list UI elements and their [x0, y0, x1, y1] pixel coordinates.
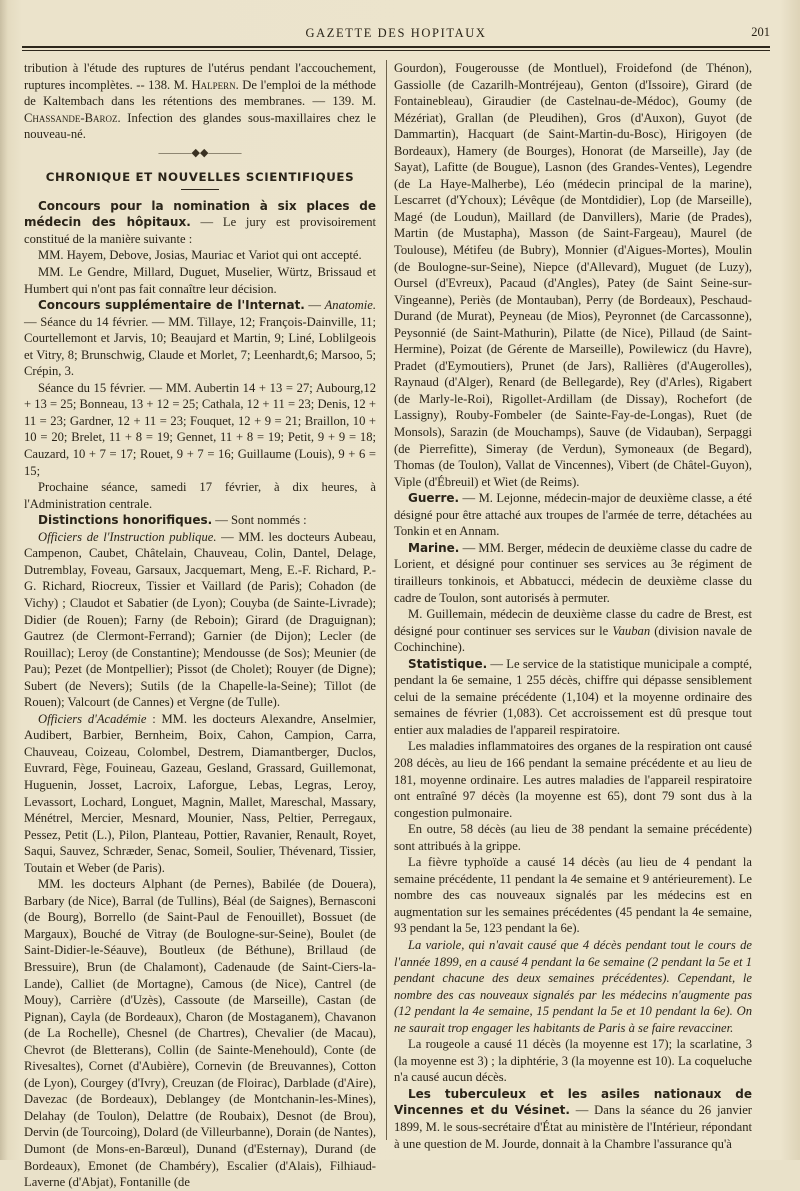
header-rule-thin — [22, 50, 770, 51]
paragraph-seance-15: Séance du 15 février. — MM. Aubertin 14 + 13 = 27; Aubourg,12 + 13 = 25; Bonneau, 13 + 12 = 25; Cathala, 12 + 11 = 23; Denis, 12 + 11 = 23; Gardner, 12 + 11 = 23; Fouquet, 12 + 9 = 21; Braillon, 10 + 10 = 20; Brelet, 11 + 8 = 19; Gennet, 11 + 8 = 19; Petit, 9 + 9 = 18; Cauzard, 10 + 7 = 17; Rouet, 9 + 7 = 16; Guillaume (Louis), 9 + 6 = 15; — [24, 380, 376, 478]
paragraph-variole: La variole, qui n'avait causé que 4 décès pendant tout le cours de l'année 1899, en a causé 4 pendant la 6e semaine (2 pendant la 5e et 1 pendant chacune des deux semaines précédentes). Cependant, le nombre des cas nouveaux signalés par les médecins n'augmente pas (12 pendant la 4e semaine, 15 pendant la 5e et 10 pendant la 6e). On ne saurait trop engager les habitants de Paris à se faire revacciner. — [394, 937, 752, 1035]
journal-title: GAZETTE DES HOPITAUX — [305, 26, 487, 40]
left-column — [24, 60, 376, 1190]
paragraph-marine: Marine. — MM. Berger, médecin de deuxième classe du cadre de Lorient, et désigné pour continuer ses services au 3e régiment de tirailleurs tonkinois, et Abbatucci, médecin de deuxième classe du cadre de Toulon, sont autorisés à permuter. — [394, 540, 752, 605]
intro-paragraph: tribution à l'étude des ruptures de l'utérus pendant l'accouchement, ruptures incomplètes. -- 138. M. Halpern. De l'emploi de la méthode de Kaltembach dans les rétentions des membranes. — 139. M. Chassande-Baroz. Infection des glandes sous-maxillaires chez le nouveau-né. — [24, 61, 376, 142]
paragraph-tuberculeux: Les tuberculeux et les asiles nationaux de Vincennes et du Vésinet. — Dans la séance du 26 janvier 1899, M. le sous-secrétaire d'État au ministère de l'Intérieur, répondant à une question de M. Jourde, donnait à la Chambre l'assurance qu'à — [394, 1086, 752, 1151]
title-rule — [181, 189, 219, 190]
ornament-divider: ———◆◆——— — [158, 146, 242, 159]
paragraph-statistique: Statistique. — Le service de la statistique municipale a compté, pendant la 6e semaine, 1 255 décès, chiffre qui dépasse sensiblement celui de la semaine précédente (1,104) et la moyenne ordinaire des semaines de février (1,083). Cet accroissement est dû presque tout entier aux maladies de l'appareil respiratoire. — [394, 656, 752, 737]
page-number: 201 — [751, 25, 770, 39]
paragraph-guillemain: M. Guillemain, médecin de deuxième classe du cadre de Brest, est désigné pour continuer ses services sur le Vauban (division navale de Cochinchine). — [394, 607, 752, 655]
paragraph-docteurs-continued: Gourdon), Fougerousse (de Montluel), Froidefond (de Thénon), Gassiolle (de Cazarilh-Montréjeau), Genton (d'Issoire), Girard (de Fontainebleau), Giraudier (de Castelnau-de-Médoc), Goumy (de Mézériat), Grallan (de Pleudihen), Gros (d'Auxon), Guyot (de Dammartin), Hacquart (de Saint-Martin-du-Bosc), Hirigoyen (de Bordeaux), Hamery (de Bourges), Honorat (de Marseille), Jay (de Sayat), Lafitte (de Bougue), Lasnon (des Grandes-Ventes), Legendre (de La Haye-Malherbe), Léo (médecin principal de la marine), Lescarret (d'Ychoux); Lévêque (de Montdidier), Lop (de Marseille), Magé (de Loudun), Maillard (de Danvillers), Marie (de Prades), Martin (de Mustapha), Masson (de Saint-Fargeau), Maurel (de Toulouse), Métifeu (de Bubry), Monnier (d'Aigues-Mortes), Moulin (de Boulogne-sur-Seine), Niepce (d'Allevard), Muguet (de Luzy), Oursel (d'Evreux), Pacaud (d'Angles), Patey (de Saint Seine-sur-Vingeanne), Periès (de Montauban), Perry (de Bordeaux), Peschaud-Durand (de Murat), Peyneau (de Mios), Peyronnet (de Carcassonne), Peysonnié (de Saint-Mathurin), Pilatte (de Nice), Pillaud (de Saint-Hermine), Poizat (de Gérente de Marseille), Powilewicz (du Havre), Pradet (d'Eymoutiers), Prunet (de Jars), Rallières (d'Augerolles), Raynaud (d'Alger), Renard (de Bellegarde), Rey (d'Arles), Rigabert (de Marly-le-Roi), Rigollet-Ardillam (de Dissay), Rochefort (de Lassigny), Rouby-Fombeler (de Sainte-Fay-de-Longas), Ruet (de Monsols), Sarazin (de Mouchamps), Sauve (de Vidauban), Serpaggi (de Pierrefitte), Simeray (de Verdun), Symoneaux (de Begard), Thomas (de Toulon), Vallat de Vincennes), Vibert (de Châtel-Guyon), Viple (d'Ébreuil) et Wiet (de Reims). — [394, 61, 752, 489]
paragraph-fievre-typhoide: La fièvre typhoïde a causé 14 décès (au lieu de 4 pendant la semaine précédente, 11 pendant la 4e semaine et 9 antérieurement). Le nombre des cas nouveaux signalés par les médecins est en augmentation sur les semaines précédentes (45 pendant la 4e semaine, 93 pendant la 5e, 123 pendant la 6e). — [394, 855, 752, 936]
paragraph-rougeole: La rougeole a causé 11 décès (la moyenne est 17); la scarlatine, 3 (la moyenne est 3) ; la diphtérie, 3 (la moyenne est 10). La coqueluche n'a causé aucun décès. — [394, 1037, 752, 1085]
column-divider — [386, 60, 387, 1140]
right-column — [394, 60, 752, 1151]
paragraph-internat: Concours supplémentaire de l'Internat. — Anatomie. — Séance du 14 février. — MM. Tillaye, 12; François-Dainville, 11; Courtellemont et Jarvis, 10; Beaujard et Martin, 9; Liné, Loblilgeois et Vitry, 8; Brunschwig, Claude et Morlet, 7; Leenhardt,6; Marsoo, 5; Crépin, 3. — [24, 298, 376, 379]
paragraph-maladies-respiratoires: Les maladies inflammatoires des organes de la respiration ont causé 208 décès, au lieu de 166 pendant la semaine précédente et au lieu de 181, moyenne ordinaire. Les autres maladies de l'appareil respiratoire ont entraîné 97 décès (la moyenne est 65), dont 79 sont dus à la congestion pulmonaire. — [394, 739, 752, 820]
page-header — [22, 22, 770, 44]
paragraph-jury-pending: MM. Le Gendre, Millard, Duguet, Muselier, Würtz, Brissaud et Humbert qui n'ont pas fait connaître leur décision. — [24, 265, 376, 296]
paragraph-guerre: Guerre. — M. Lejonne, médecin-major de deuxième classe, a été désigné pour être attaché aux troupes de l'armée de terre, détachées au Tonkin et en Annam. — [394, 491, 752, 539]
paragraph-jury-accepted: MM. Hayem, Debove, Josias, Mauriac et Variot qui ont accepté. — [38, 248, 362, 263]
header-rule — [22, 46, 770, 48]
paragraph-officiers-instruction: Officiers de l'Instruction publique. — MM. les docteurs Aubeau, Campenon, Caubet, Châtelain, Chauveau, Colin, Dantel, Delage, Dutremblay, Foveau, Garsaux, Jacquemart, Meng, E.-F. Richard, P.-G. Richard, Riocreux, Tissier et Vaillard (de Paris); Cohadon (de Vichy) ; Claudot et Sabatier (de Lyon); Couyba (de Sainte-Livrade); Didier (de Rouen); Farny (de Reboin); Girard (de Draguignan); Gautrez (de Clermont-Ferrand); Garnier (de Dijon); Lecler (de Rouillac); Leroy (de Constantine); Mendousse (de Sos); Meunier (de Pau); Pezet (de Montpellier); Pissot (de Cholet); Rouyer (de Digne); Subert (de Nevers); Sutils (de la Chapelle-la-Seine); Tillot (de Rouen); Valcourt (de Cannes) et Vergne (de Tulle). — [24, 529, 376, 710]
paragraph-distinctions: Distinctions honorifiques. — Sont nommés : — [38, 513, 307, 528]
paragraph-officiers-academie: Officiers d'Académie : MM. les docteurs Alexandre, Anselmier, Audibert, Barbier, Bernheim, Boix, Cahon, Campion, Carra, Chauveau, Coizeau, Colombel, Destrem, Diamantberger, Duclos, Euvrard, Fège, Fouineau, Gazeau, Gesland, Grassard, Guillemonat, Huguenin, Josset, Lacroix, Laforgue, Lebas, Legras, Leroy, Levassort, Lochard, Longuet, Magnin, Mallet, Mareschal, Massary, Ménétrel, Mercier, Mesnard, Mounier, Nass, Peltier, Perregaux, Pessez, Petit (L.), Pilon, Planteau, Pottier, Ravanier, Renault, Royet, Saqui, Sauvez, Schræder, Senac, Someil, Soulier, Thévenard, Tissier, Toutain et Weber (de Paris). — [24, 711, 376, 875]
paragraph-prochaine-seance: Prochaine séance, samedi 17 février, à dix heures, à l'Administration centrale. — [24, 480, 376, 511]
paragraph-grippe: En outre, 58 décès (au lieu de 38 pendant la semaine précédente) sont attribués à la grippe. — [394, 822, 752, 853]
paragraph-docteurs-province: MM. les docteurs Alphant (de Pernes), Babilée (de Douera), Barbary (de Nice), Barral (de Tullins), Béal (de Saignes), Bernasconi (de Bourg), Borrello (de Saint-Paul de Fenouillet), Bossuet (de Margaux), Bouché de Vitray (de Boulogne-sur-Seine), Boulet (de Saint-Didier-le-Séauve), Boutleux (de Béthune), Brillaud (de Bressuire), Brun (de Chalamont), Cadenaude (de Saint-Ciers-la-Lande), Calliet (de Mortagne), Camous (de Nice), Cantrel (de Mouy), Carrière (d'Uzès), Cassoute (de Marseille), Castan (de Pignan), Cayla (de Bordeaux), Charon (de Mostaganem), Chavanon (de La Rochelle), Chesnel (de Chartres), Chevalier (de Macau), Chevrot (de Bletterans), Collin (de Sainte-Menehould), Conte (de Rivesaltes), Cornet (d'Aubière), Cornevin (de Breuvannes), Cotton (de Lyon), Courgey (d'Ivry), Creuzan (de Floirac), Darblade (d'Aire), Davezac (de Bordeaux), Deblangey (de Montchanin-les-Mines), Delahay (de Toulon), Delattre (de Roubaix), Desnot (de Brou), Dervin (de Tourcoing), Dolard (de Villeurbanne), Dorain (de Nantes), Dumont (de Mons-en-Barœul), Dunand (d'Esternay), Durand (de Bordeaux), Emonet (de Chambéry), Escalier (d'Alais), Filhiaud-Laverne (d'Abjat), Fontanille (de — [24, 877, 376, 1190]
paragraph-concours: Concours pour la nomination à six places de médecin des hôpitaux. — Le jury est provisoirement constitué de la manière suivante : — [24, 198, 376, 246]
section-title: CHRONIQUE ET NOUVELLES SCIENTIFIQUES — [45, 170, 355, 185]
